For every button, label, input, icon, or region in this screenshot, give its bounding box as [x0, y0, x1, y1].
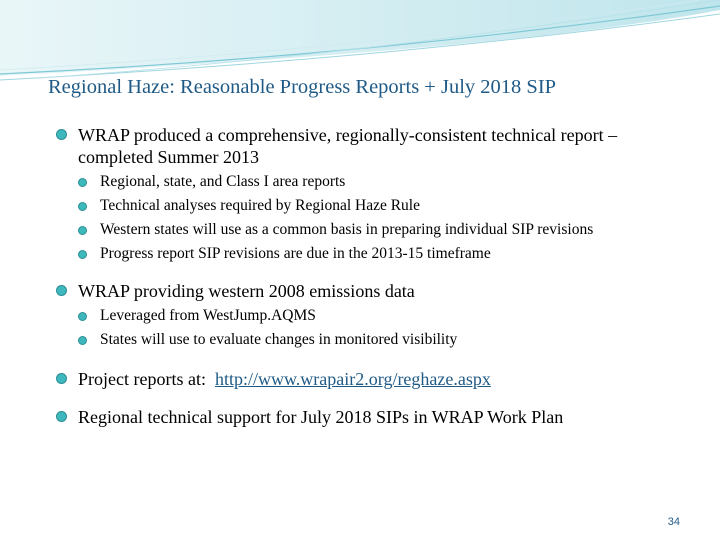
sub-bullet: Progress report SIP revisions are due in the 2013-15 timeframe — [78, 242, 676, 266]
sub-bullet — [78, 218, 676, 242]
bullet-project-reports — [56, 368, 676, 390]
slide-title: Regional Haze: Reasonable Progress Reports + July 2018 SIP — [48, 76, 557, 98]
sub-bullet: Regional, state, and Class I area reports — [78, 170, 676, 194]
sub-bullet-text: Western states will use as a common basis in preparing individual SIP revisions — [100, 221, 594, 238]
bullet-text: WRAP produced a comprehensive, regionally-consistent technical report – completed Summer 2013 — [78, 125, 618, 167]
bullet-text: WRAP providing western 2008 emissions data — [78, 281, 415, 301]
bullet-emissions-data — [56, 280, 676, 302]
bullet-text: Project reports at: — [78, 369, 206, 389]
project-reports-link[interactable]: http://www.wrapair2.org/reghaze.aspx — [214, 369, 491, 389]
sub-bullet: Leveraged from WestJump.AQMS — [78, 304, 676, 328]
sub-bullet: States will use to evaluate changes in monitored visibility — [78, 328, 676, 352]
page-number: 34 — [667, 516, 680, 528]
bullet-text: Regional technical support for July 2018 SIPs in WRAP Work Plan — [78, 407, 564, 427]
slide-content — [56, 124, 676, 428]
sub-bullet: Technical analyses required by Regional Haze Rule — [78, 194, 676, 218]
sub-bullet-list — [78, 170, 676, 266]
bullet-wrap-report — [56, 124, 676, 168]
sub-bullet-list — [78, 304, 676, 352]
bullet-work-plan — [56, 406, 676, 428]
